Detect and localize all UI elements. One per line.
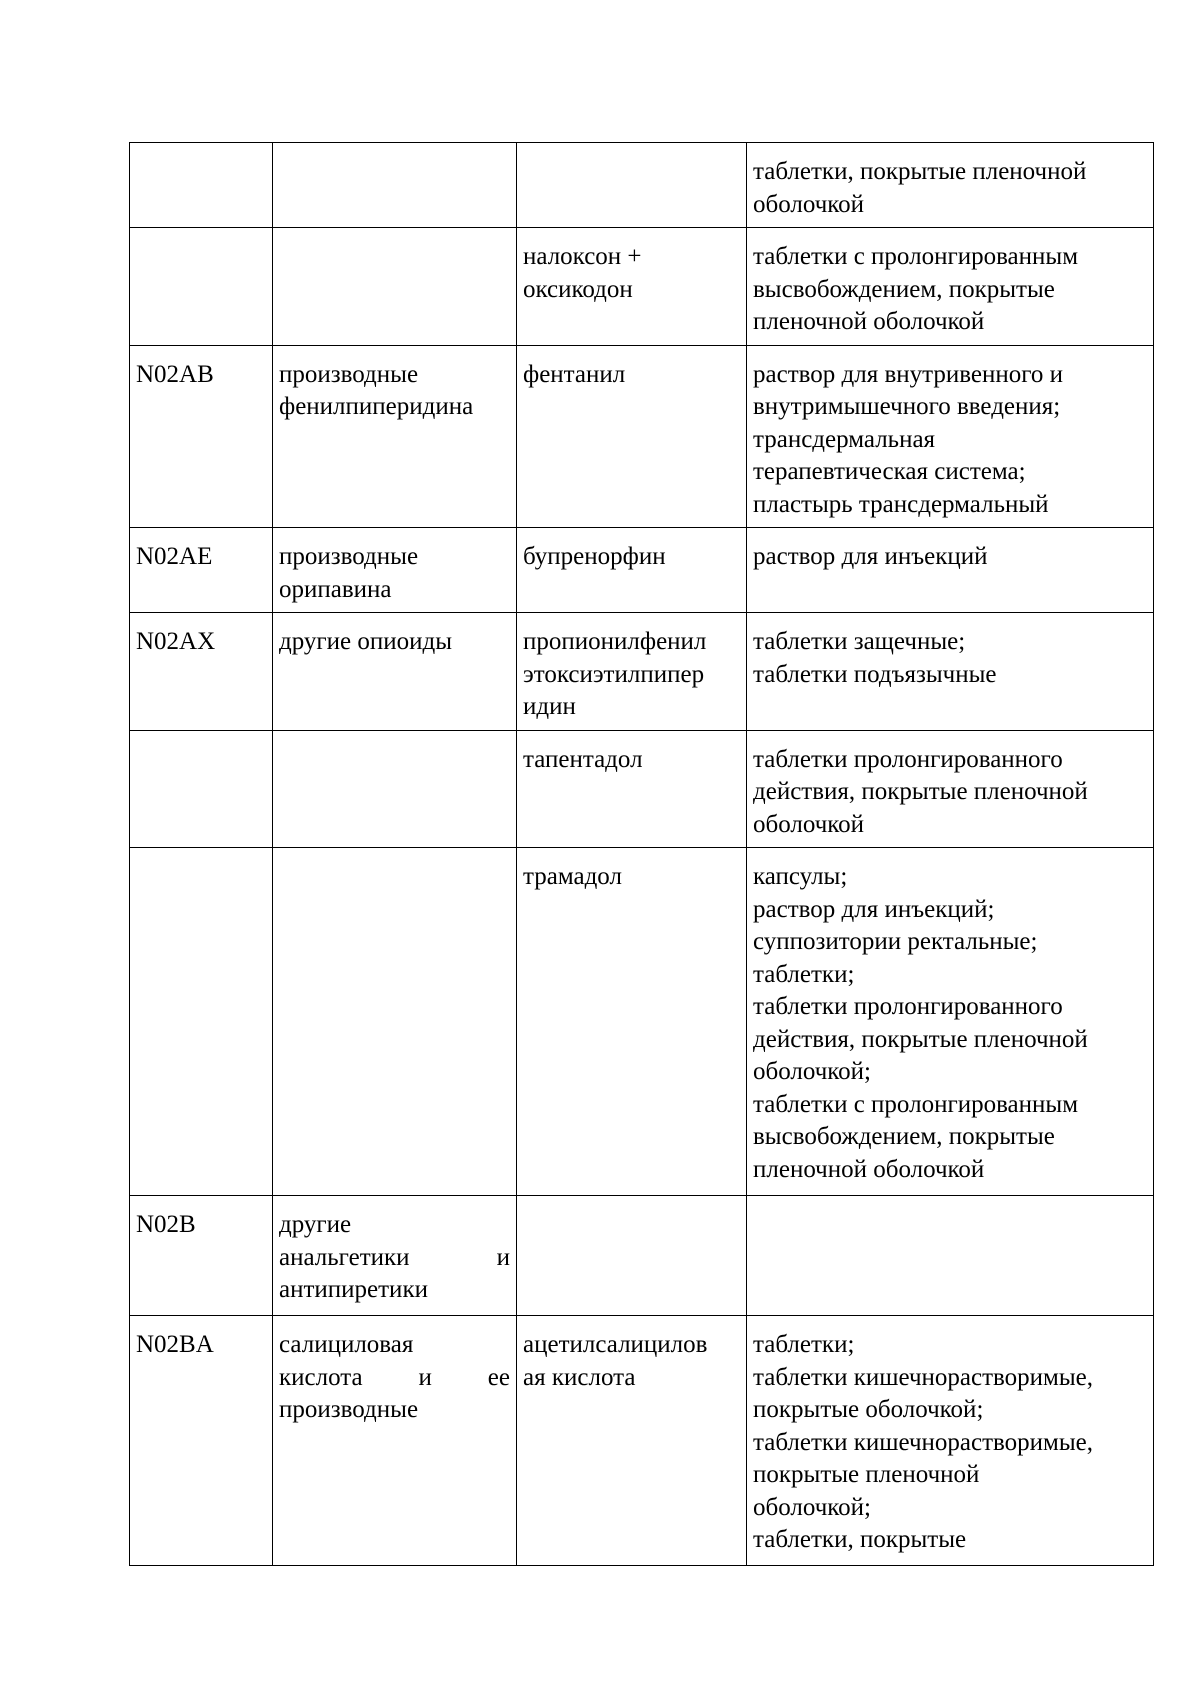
drug-name-cell: ацетилсалицилов ая кислота [517,1316,747,1566]
atc-code-cell [130,848,273,1196]
dosage-form-cell: таблетки защечные; таблетки подъязычные [747,613,1154,731]
atc-code-cell: N02AX [130,613,273,731]
atc-code-cell [130,228,273,346]
dosage-form-cell [747,1196,1154,1316]
group-cell [273,228,517,346]
table-row [130,1196,1154,1316]
group-cell: производные фенилпиперидина [273,345,517,528]
drug-name-cell: налоксон + оксикодон [517,228,747,346]
group-line: производные [279,1396,419,1423]
dosage-form-cell: таблетки пролонгированного действия, покрытые пленочной оболочкой [747,730,1154,848]
drug-name-cell: фентанил [517,345,747,528]
group-line: кислота и ее [279,1363,510,1391]
table-row [130,143,1154,228]
drug-name-cell: пропионилфенил этоксиэтилпипер идин [517,613,747,731]
group-line: антипиретики [279,1276,428,1303]
group-cell [273,143,517,228]
table-row [130,345,1154,528]
group-cell [273,730,517,848]
atc-code-cell: N02B [130,1196,273,1316]
group-cell [273,848,517,1196]
dosage-form-cell: таблетки с пролонгированным высвобождением, покрытые пленочной оболочкой [747,228,1154,346]
table-row [130,730,1154,848]
drug-table [129,142,1154,1566]
group-cell: другие опиоиды [273,613,517,731]
atc-code-cell [130,730,273,848]
dosage-form-cell: таблетки; таблетки кишечнорастворимые, покрытые оболочкой; таблетки кишечнорастворимые, покрытые пленочной оболочкой; таблетки, покрытые [747,1316,1154,1566]
group-cell [273,1196,517,1316]
group-line: другие [279,1211,352,1238]
dosage-form-cell: капсулы; раствор для инъекций; суппозитории ректальные; таблетки; таблетки пролонгированного действия, покрытые пленочной оболочкой; таблетки с пролонгированным высвобождением, покрытые пленочной оболочкой [747,848,1154,1196]
table-row [130,848,1154,1196]
table-row [130,228,1154,346]
table-row [130,528,1154,613]
dosage-form-cell: таблетки, покрытые пленочной оболочкой [747,143,1154,228]
dosage-form-cell: раствор для инъекций [747,528,1154,613]
group-line: анальгетики и [279,1243,510,1271]
table-row [130,613,1154,731]
atc-code-cell: N02AE [130,528,273,613]
atc-code-cell: N02AB [130,345,273,528]
drug-name-cell: трамадол [517,848,747,1196]
dosage-form-cell: раствор для внутривенного и внутримышечного введения; трансдермальная терапевтическая система; пластырь трансдермальный [747,345,1154,528]
group-line: салициловая [279,1331,414,1358]
drug-name-cell: тапентадол [517,730,747,848]
drug-name-cell: бупренорфин [517,528,747,613]
atc-code-cell: N02BA [130,1316,273,1566]
table-row [130,1316,1154,1566]
group-cell: производные орипавина [273,528,517,613]
drug-name-cell [517,143,747,228]
atc-code-cell [130,143,273,228]
group-cell [273,1316,517,1566]
drug-name-cell [517,1196,747,1316]
